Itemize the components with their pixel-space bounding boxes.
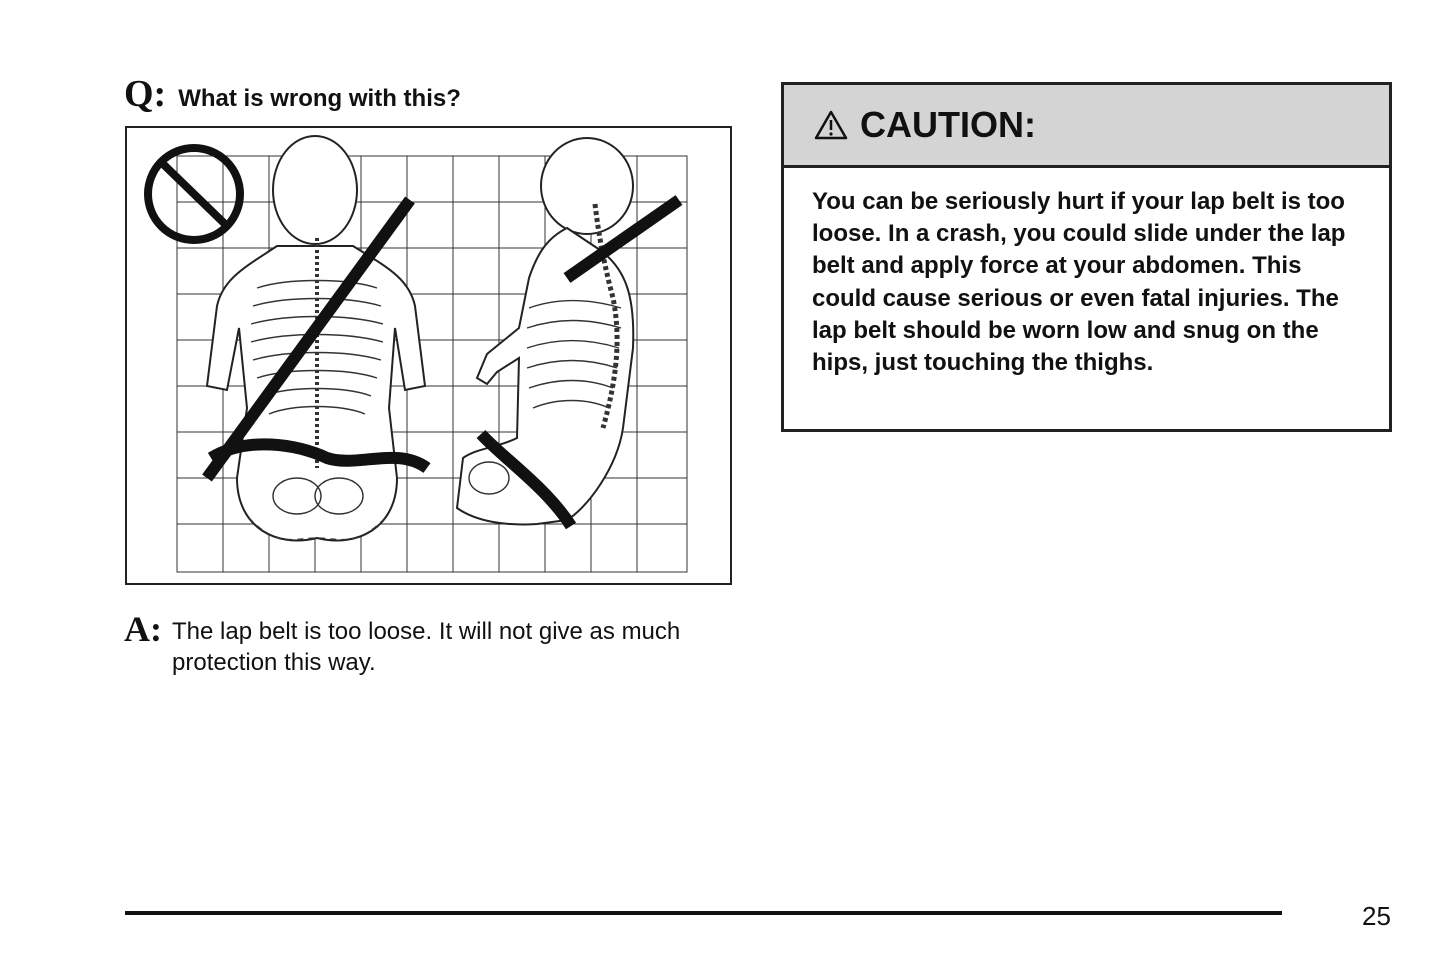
answer [124,609,724,678]
question-text: What is wrong with this? [178,85,461,112]
question-marker: Q: [124,73,167,115]
caution-title: CAUTION: [860,104,1036,145]
answer-marker: A: [124,609,162,649]
caution-box [781,82,1392,432]
skeleton-drawing [127,128,730,583]
caution-text: You can be seriously hurt if your lap belt is too loose. In a crash, you could slide under the lap belt and apply force at your abdomen. This could cause serious or even fatal injuries. The lap belt should be worn low and snug on the hips, just touching the thighs. [812,188,1346,377]
page-number: 25 [1362,901,1391,931]
question [124,72,461,116]
caution-header [784,85,1389,168]
side-figure [457,138,633,524]
seatbelt-illustration [125,126,732,585]
footer-rule [125,911,1282,915]
answer-text: The lap belt is too loose. It will not give as much protection this way. [172,618,681,676]
warning-triangle-icon [814,110,848,140]
prohibition-icon [148,148,240,240]
